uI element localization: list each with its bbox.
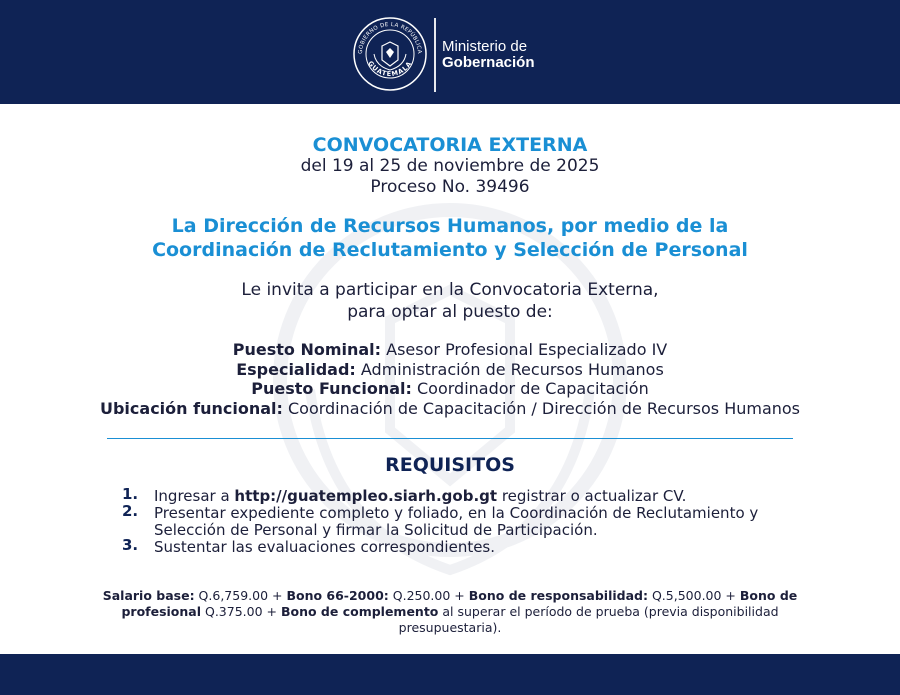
- process-number: Proceso No. 39496: [370, 177, 530, 197]
- salary-base-label: Salario base:: [102, 588, 195, 603]
- complement-bonus-label: Bono de complemento: [280, 604, 439, 619]
- functional-location-value: Coordinación de Capacitación / Dirección de Recursos Humanos: [282, 398, 801, 418]
- convocatoria-dates: del 19 al 25 de noviembre de 2025: [300, 156, 600, 176]
- direction-line1: La Dirección de Recursos Humanos, por medio de la: [171, 215, 729, 237]
- requirements-title: REQUISITOS: [385, 454, 515, 476]
- salary-base-value: Q.6,759.00 +: [194, 588, 287, 603]
- responsibility-bonus-value: Q.5,500.00 +: [648, 588, 740, 603]
- salary-details: [90, 588, 810, 636]
- specialty-row: [0, 360, 900, 380]
- guatempleo-link[interactable]: http://guatempleo.siarh.gob.gt: [234, 487, 498, 505]
- requirement-number: 3.: [122, 536, 139, 554]
- requirements-list: [120, 485, 810, 556]
- professional-bonus-value: Q.375.00 +: [201, 604, 281, 619]
- requirement-number: 2.: [122, 502, 139, 520]
- requirement-item: [120, 536, 810, 556]
- complement-bonus-value: al superar el período de prueba (previa disponibilidad presupuestaria).: [398, 604, 779, 635]
- nominal-position-label: Puesto Nominal:: [232, 340, 382, 359]
- position-details: [0, 340, 900, 418]
- guatemala-seal-icon: [352, 16, 428, 92]
- functional-location-row: [0, 399, 900, 419]
- svg-text:GUATEMALA: [366, 60, 414, 79]
- functional-position-label: Puesto Funcional:: [251, 379, 412, 398]
- convocatoria-title: CONVOCATORIA EXTERNA: [312, 134, 588, 156]
- requirement-number: 1.: [122, 485, 139, 503]
- nominal-position-row: [0, 340, 900, 360]
- invite-line2: para optar al puesto de:: [347, 302, 553, 322]
- direction-line2: Coordinación de Reclutamiento y Selección de Personal: [152, 239, 748, 261]
- section-divider: [107, 438, 793, 439]
- requirement-text-post: registrar o actualizar CV.: [497, 487, 687, 505]
- announcement-body: [0, 104, 900, 654]
- issuing-direction: [0, 214, 900, 262]
- professional-bonus-label: Bono de profesional: [121, 588, 798, 619]
- ministry-name-line2: Gobernación: [442, 54, 535, 71]
- invitation-text: [0, 279, 900, 323]
- nominal-position-value: Asesor Profesional Especializado IV: [381, 340, 668, 359]
- functional-position-row: [0, 379, 900, 399]
- brand-divider: [434, 18, 436, 92]
- specialty-value: Administración de Recursos Humanos: [355, 359, 664, 379]
- bono66-value: Q.250.00 +: [388, 588, 469, 603]
- footer-bar: [0, 654, 900, 695]
- functional-position-value: Coordinador de Capacitación: [411, 379, 649, 398]
- invite-line1: Le invita a participar en la Convocatoria Externa,: [241, 280, 659, 300]
- specialty-label: Especialidad:: [236, 359, 356, 379]
- requirement-text: Sustentar las evaluaciones correspondientes.: [154, 538, 496, 556]
- requirement-text-pre: Ingresar a: [154, 487, 235, 505]
- requirement-item: [120, 485, 810, 505]
- bono66-label: Bono 66-2000:: [286, 588, 389, 603]
- requirement-item: [120, 502, 810, 539]
- requirement-text: Presentar expediente completo y foliado, en la Coordinación de Reclutamiento y Selección de Personal y firmar la Solicitud de Participación.: [154, 504, 759, 539]
- seal-bottom-text: GUATEMALA: [366, 59, 414, 79]
- functional-location-label: Ubicación funcional:: [99, 398, 283, 418]
- ministry-name-line1: Ministerio de: [442, 38, 528, 55]
- seal-top-text: GOBIERNO DE LA REPÚBLICA: [357, 21, 423, 55]
- responsibility-bonus-label: Bono de responsabilidad:: [468, 588, 648, 603]
